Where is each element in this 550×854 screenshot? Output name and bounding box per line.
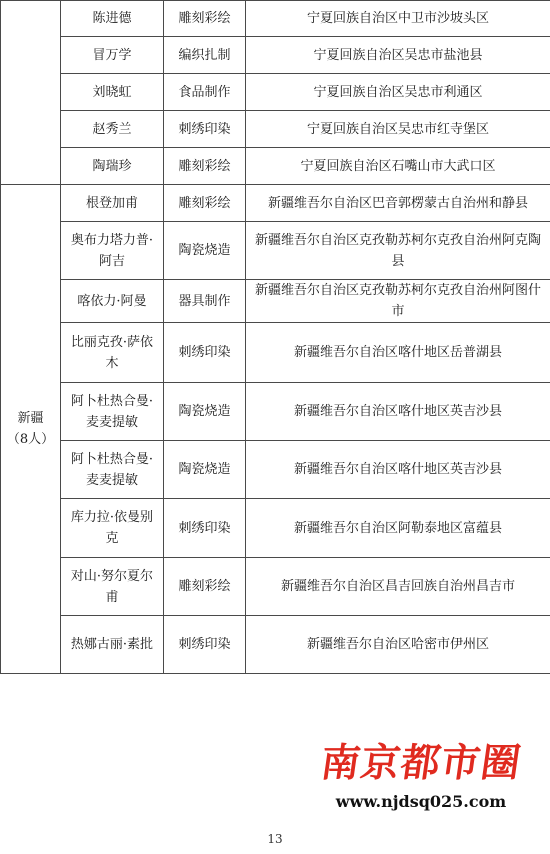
category-cell: 食品制作 <box>164 74 246 111</box>
region-name: 新疆 <box>17 411 44 426</box>
category-cell: 器具制作 <box>164 280 246 323</box>
category-cell: 陶瓷烧造 <box>164 222 246 280</box>
location-cell: 宁夏回族自治区吴忠市盐池县 <box>246 37 550 74</box>
table-row <box>1 37 550 74</box>
category-cell: 刺绣印染 <box>164 111 246 148</box>
category-cell: 雕刻彩绘 <box>164 1 246 37</box>
table-row <box>1 111 550 148</box>
region-count: （8人） <box>6 432 55 447</box>
category-cell: 陶瓷烧造 <box>164 441 246 499</box>
page-number: 13 <box>267 832 283 846</box>
category-cell: 雕刻彩绘 <box>164 558 246 616</box>
name-cell: 库力拉·依曼别克 <box>61 499 164 558</box>
name-cell: 陶瑞珍 <box>61 148 164 185</box>
name-cell: 根登加甫 <box>61 185 164 222</box>
table-row <box>1 148 550 185</box>
location-cell: 新疆维吾尔自治区哈密市伊州区 <box>246 616 550 674</box>
location-cell: 新疆维吾尔自治区克孜勒苏柯尔克孜自治州阿克陶县 <box>246 222 550 280</box>
name-cell: 阿卜杜热合曼·麦麦提敏 <box>61 441 164 499</box>
name-cell: 喀依力·阿曼 <box>61 280 164 323</box>
name-cell: 阿卜杜热合曼·麦麦提敏 <box>61 383 164 441</box>
name-cell: 对山·努尔夏尔甫 <box>61 558 164 616</box>
location-cell: 新疆维吾尔自治区巴音郭楞蒙古自治州和静县 <box>246 185 550 222</box>
name-cell: 比丽克孜·萨依木 <box>61 323 164 383</box>
location-cell: 新疆维吾尔自治区克孜勒苏柯尔克孜自治州阿图什市 <box>246 280 550 323</box>
table-row <box>1 222 550 280</box>
name-cell: 热娜古丽·素批 <box>61 616 164 674</box>
category-cell: 编织扎制 <box>164 37 246 74</box>
location-cell: 新疆维吾尔自治区喀什地区英吉沙县 <box>246 441 550 499</box>
name-cell: 赵秀兰 <box>61 111 164 148</box>
category-cell: 刺绣印染 <box>164 499 246 558</box>
watermark-logo: 南京都市圈 <box>317 741 525 786</box>
category-cell: 刺绣印染 <box>164 616 246 674</box>
table-row <box>1 383 550 441</box>
region-cell-ningxia <box>1 1 61 185</box>
table-row <box>1 185 550 222</box>
category-cell: 雕刻彩绘 <box>164 148 246 185</box>
table-row <box>1 616 550 674</box>
name-cell: 冒万学 <box>61 37 164 74</box>
watermark <box>300 740 542 811</box>
watermark-url: www.njdsq025.com <box>335 792 507 811</box>
table-row <box>1 1 550 37</box>
location-cell: 新疆维吾尔自治区喀什地区英吉沙县 <box>246 383 550 441</box>
table-row <box>1 441 550 499</box>
location-cell: 新疆维吾尔自治区喀什地区岳普湖县 <box>246 323 550 383</box>
table-row <box>1 323 550 383</box>
location-cell: 新疆维吾尔自治区阿勒泰地区富蕴县 <box>246 499 550 558</box>
location-cell: 宁夏回族自治区吴忠市利通区 <box>246 74 550 111</box>
name-cell: 陈进德 <box>61 1 164 37</box>
table-row <box>1 499 550 558</box>
table-row <box>1 74 550 111</box>
table-row <box>1 558 550 616</box>
category-cell: 陶瓷烧造 <box>164 383 246 441</box>
location-cell: 新疆维吾尔自治区昌吉回族自治州昌吉市 <box>246 558 550 616</box>
location-cell: 宁夏回族自治区石嘴山市大武口区 <box>246 148 550 185</box>
name-cell: 奥布力塔力普·阿吉 <box>61 222 164 280</box>
region-cell-xinjiang <box>1 185 61 674</box>
table-row <box>1 280 550 323</box>
category-cell: 雕刻彩绘 <box>164 185 246 222</box>
location-cell: 宁夏回族自治区中卫市沙坡头区 <box>246 1 550 37</box>
name-cell: 刘晓虹 <box>61 74 164 111</box>
category-cell: 刺绣印染 <box>164 323 246 383</box>
location-cell: 宁夏回族自治区吴忠市红寺堡区 <box>246 111 550 148</box>
